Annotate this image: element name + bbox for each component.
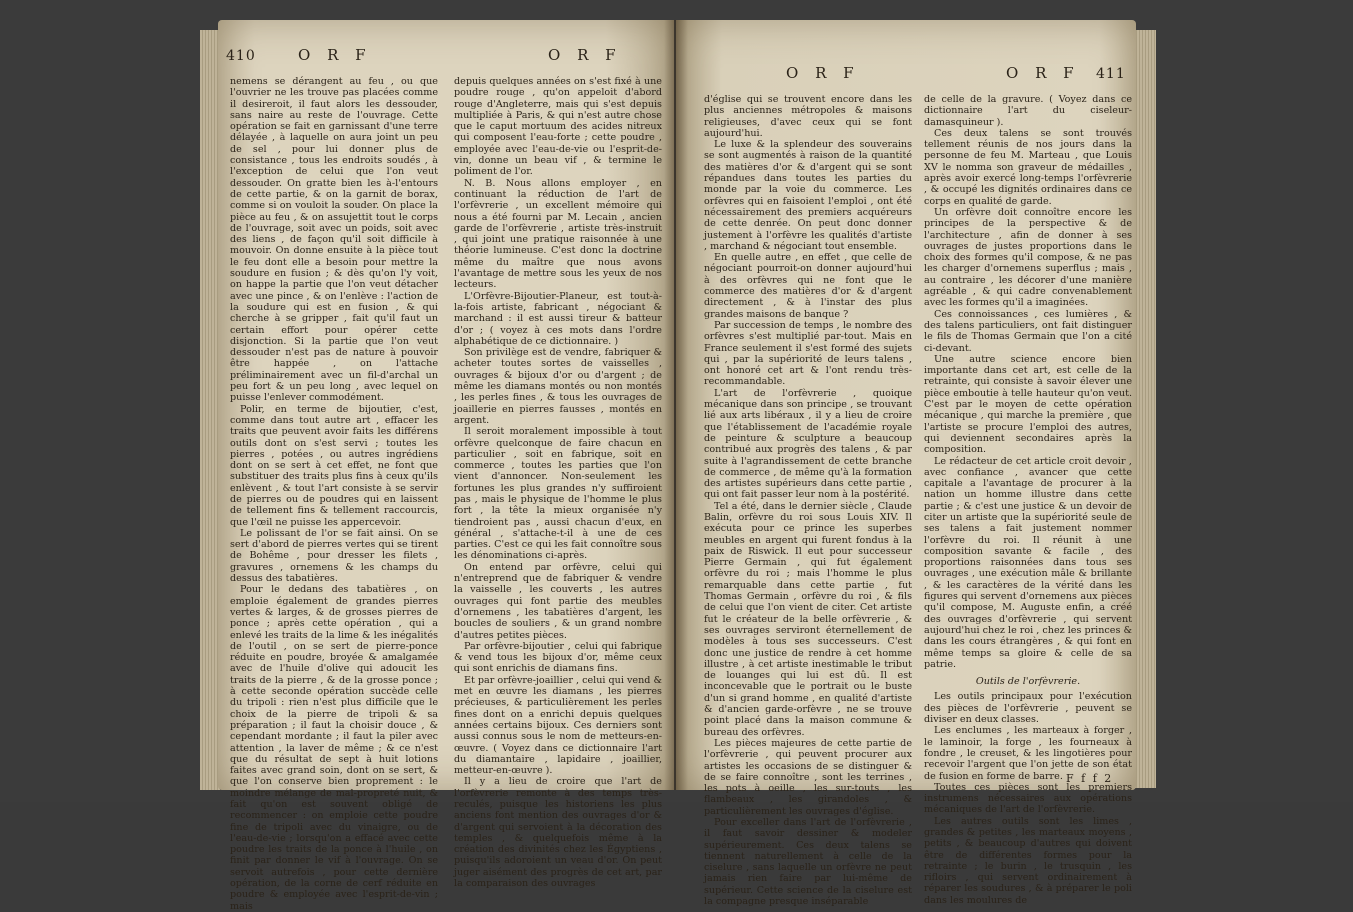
paragraph: Par orfèvre-bijoutier , celui qui fabrique & vend tous les bijoux d'or, même ceux qui sont enrichis de diamans fins. bbox=[454, 640, 662, 675]
paragraph: Les outils principaux pour l'exécution des pièces de l'orfèvrerie , peuvent se diviser en deux classes. bbox=[924, 691, 1132, 726]
paragraph: Un orfèvre doit connoître encore les principes de la perspective & de l'architecture , afin de donner à ses ouvrages de justes proportions dans le choix des formes qu'il compose, & ne pas les charger d'ornemens superflus ; mais , au contraire , les décorer d'une manière agréable , & qui cadre convenablement avec les formes qu'il a imaginées. bbox=[924, 206, 1132, 309]
paragraph: L'art de l'orfèvrerie , quoique mécanique dans son principe , se trouvant lié aux arts libéraux , il y a lieu de croire que l'établissement de l'académie royale de peinture & sculpture a beaucoup contribué aux progrès des talens , & par suite à l'agrandissement de cette branche de commerce , de même qu'à la formation des artistes supérieurs dans cette partie , qui ont fait passer leur nom à la postérité. bbox=[704, 387, 912, 501]
paragraph: Ces connoissances , ces lumières , & des talens particuliers, ont fait distinguer le fils de Thomas Germain que l'on a cité ci-devant. bbox=[924, 308, 1132, 354]
paragraph: Le luxe & la splendeur des souverains se sont augmentés à raison de la quantité des matières d'or & d'argent qui se sont répandues dans toutes les parties du monde par la voie du commerce. Les orfèvres qui en faisoient l'emploi , ont été nécessairement des premiers acquéreurs de cette denrée. On peut donc donner justement à l'orfèvre les qualités d'artiste , marchand & négociant tout ensemble. bbox=[704, 139, 912, 252]
paragraph: Le polissant de l'or se fait ainsi. On se sert d'abord de pierres vertes qui se tirent de Bohême , pour dresser les filets , gravures , ornemens & les champs du dessus des tabatières. bbox=[230, 527, 438, 585]
left-column-2 bbox=[454, 76, 662, 889]
left-page-edge bbox=[200, 30, 220, 790]
paragraph: N. B. Nous allons employer , en continuant la réduction de l'art de l'orfèvrerie , un excellent mémoire qui nous a été fourni par M. Lecain , ancien garde de l'orfèvrerie , artiste très-instruit , qui joint une pratique raisonnée à une théorie lumineuse. C'est donc la doctrine même du maître que nous avons l'avantage de mettre sous les yeux de nos lecteurs. bbox=[454, 177, 662, 291]
right-column-1 bbox=[704, 94, 912, 907]
paragraph: Et par orfèvre-joaillier , celui qui vend & met en œuvre les diamans , les pierres précieuses, & particulièrement les perles fines dont on a enrichi depuis quelques années certains bijoux. Ces derniers sont aussi connus sous le nom de metteurs-en-œuvre. ( Voyez dans ce dictionnaire l'art du diamantaire , lapidaire , joaillier, metteur-en-œuvre ). bbox=[454, 674, 662, 777]
left-page-header bbox=[218, 48, 674, 70]
paragraph: Une autre science encore bien importante dans cet art, est celle de la retrainte, qui consiste à savoir élever une pièce emboutie à telle hauteur qu'on veut. C'est par le moyen de cette opération mécanique , qui marche la première , que l'artiste se procure l'emploi des autres, qui deviennent secondaires après la composition. bbox=[924, 353, 1132, 456]
right-running-head-2: O R F bbox=[1006, 64, 1080, 82]
paragraph: Il seroit moralement impossible à tout orfèvre quelconque de faire chacun en particulier , soit en fabrique, soit en commerce , toutes les parties que l'on vient d'annoncer. Non-seulement les fortunes les plus grandes n'y suffiroient pas , mais le physique de l'homme le plus fort , la tête la mieux organisée n'y tiendroient pas , aussi chacun d'eux, en général , s'attache-t-il à une de ces parties. C'est ce qui les fait connoître sous les dénominations ci-après. bbox=[454, 426, 662, 562]
right-page-header bbox=[676, 48, 1136, 82]
right-page-number: 411 bbox=[1096, 66, 1126, 82]
signature-mark: F f f 2 bbox=[1066, 772, 1114, 785]
paragraph: Les autres outils sont les limes , grandes & petites , les marteaux moyens , petits , & beaucoup d'autres qui doivent être de différentes formes pour la retrainte ; le burin , le trusquin , les rifloirs , qui servent ordinairement à réparer les soudures , & à préparer le poli dans les moulures de bbox=[924, 815, 1132, 906]
paragraph: En quelle autre , en effet , que celle de négociant pourroit-on donner aujourd'hui à des orfèvres qui ne font que le commerce des matières d'or & d'argent directement , & à l'instar des plus grandes maisons de banque ? bbox=[704, 252, 912, 320]
paragraph: Les pièces majeures de cette partie de l'orfèvrerie , qui peuvent procurer aux artistes les occasions de se distinguer & de se faire connoître , sont les terrines , les pots à oeille , les sur-touts , les flambeaux , les girandoles , & particulièrement les ouvrages d'église. bbox=[704, 737, 912, 817]
paragraph: Tel a été, dans le dernier siècle , Claude Balin, orfèvre du roi sous Louis XIV. Il exécuta pour ce prince les superbes meubles en argent qui furent fondus à la paix de Riswick. Il eut pour successeur Pierre Germain , qui fut également orfèvre du roi ; mais l'homme le plus remarquable dans cette partie , fut Thomas Germain , orfèvre du roi , & fils de celui que l'on vient de citer. Cet artiste fut le créateur de la belle orfèvrerie , & ses ouvrages serviront éternellement de modèles à tous ses successeurs. C'est donc une justice de rendre à cet homme illustre , à cet artiste inestimable le tribut de louanges qui lui est dû. Il est inconcevable que le portrait ou le buste d'un si grand homme , en qualité d'artiste & d'ancien garde-orfèvre , ne se trouve point placé dans la maison commune & bureau des orfèvres. bbox=[704, 500, 912, 738]
left-page bbox=[218, 20, 674, 912]
paragraph: Pour exceller dans l'art de l'orfèvrerie , il faut savoir dessiner & modeler supérieurement. Ces deux talens se tiennent naturellement à celle de la ciselure , sans laquelle un orfèvre ne peut jamais rien faire par lui-même de supérieur. Cette science de la ciselure est la compagne presque inséparable bbox=[704, 817, 912, 908]
left-page-number: 410 bbox=[226, 48, 256, 64]
paragraph: Son privilège est de vendre, fabriquer & acheter toutes sortes de vaisselles , ouvrages & bijoux d'or ou d'argent ; de même les diamans montés ou non montés , les perles fines , & tous les ouvrages de joaillerie en pierres fausses , montés en argent. bbox=[454, 347, 662, 426]
left-column-1 bbox=[230, 76, 438, 912]
paragraph: d'église qui se trouvent encore dans les plus anciennes métropoles & maisons religieuses, d'avec ceux qui se font aujourd'hui. bbox=[704, 94, 912, 139]
paragraph: Il y a lieu de croire que l'art de l'orfèvrerie remonte à des temps très-reculés, puisque les historiens les plus anciens font mention des ouvrages d'or & d'argent qui servoient à la décoration des temples , & quelquefois même à la création des divinités chez les Égyptiens , puisqu'ils adoroient un veau d'or. On peut juger aisément des progrès de cet art, par la comparaison des ouvrages bbox=[454, 776, 662, 890]
left-running-head-2: O R F bbox=[548, 46, 622, 64]
paragraph: Les enclumes , les marteaux à forger , le laminoir, la forge , les fourneaux à fondre , le creuset, & les lingotières pour recevoir l'argent que l'on jette de son état de fusion en forme de barre. bbox=[924, 725, 1132, 782]
paragraph: Toutes ces pièces sont les premiers instrumens nécessaires aux opérations mécaniques de l'art de l'orfèvrerie. bbox=[924, 781, 1132, 816]
paragraph: On entend par orfèvre, celui qui n'entreprend que de fabriquer & vendre la vaisselle , les couverts , les autres ouvrages qui font partie des meubles d'ornemens , les tabatières d'argent, les boucles de souliers , & un grand nombre d'autres petites pièces. bbox=[454, 561, 662, 641]
left-running-head-1: O R F bbox=[298, 46, 372, 64]
paragraph: nemens se dérangent au feu , ou que l'ouvrier ne les trouve pas placées comme il desireroit, il faut alors les dessouder, sans naire au reste de l'ouvrage. Cette opération se fait en garnissant d'une terre délayée , à laquelle on aura joint un peu de sel , pour lui donner plus de consistance , tous les endroits soudés , à l'exception de celui que l'on veut dessouder. On gratte bien les à-l'entours de cette partie, & on la garnit de borax, comme si on vouloit la souder. On place la pièce au feu , & on assujettit tout le corps de l'ouvrage, soit avec un poids, soit avec des liens , de façon qu'il soit difficile à mouvoir. On donne ensuite à la pièce tout le feu dont elle a besoin pour mettre la soudure en fusion ; & dès qu'on l'y voit, on happe la partie que l'on veut détacher avec une pince , & on l'enlève : l'action de la soudure qui est en fusion , & qui cherche à se gripper , fait qu'il faut un certain effort pour opérer cette disjonction. Si la partie que l'on veut dessouder n'est pas de nature à pouvoir être happée , on l'attache préliminairement avec un fil-d'archal un peu fort & un peu long , avec lequel on puisse l'enlever commodément. bbox=[230, 76, 438, 404]
right-running-head-1: O R F bbox=[786, 64, 860, 82]
paragraph: de celle de la gravure. ( Voyez dans ce dictionnaire l'art du ciseleur-damasquineur ). bbox=[924, 94, 1132, 128]
right-page bbox=[676, 20, 1136, 908]
section-title: Outils de l'orfèvrerie. bbox=[975, 676, 1081, 688]
paragraph: Pour le dedans des tabatières , on emploie également de grandes pierres vertes & larges, & de grosses pierres de ponce ; après cette opération , qui a enlevé les traits de la lime & les inégalités de l'outil , on se sert de pierre-ponce réduite en poudre, broyée & amalgamée avec de l'huile d'olive qui adoucit les traits de la pierre , & de la grosse ponce ; à cette seconde opération succède celle du tripoli : rien n'est plus difficile que le choix de la pierre de tripoli & sa préparation ; il faut la choisir douce , & cependant mordante ; il faut la piler avec attention , la laver de même ; & ce n'est que du résultat de sept à huit lotions faites avec grand soin, dont on se sert, & que l'on conserve bien proprement : le moindre mélange de mal-propreté nuit, & fait qu'on est souvent obligé de recommencer : on emploie cette poudre fine de tripoli avec du vinaigre, ou de l'eau-de-vie ; lorsqu'on a effacé avec cette poudre les traits de la ponce à l'huile , on finit par donner le vif à l'ouvrage. On se servoit autrefois , pour cette dernière opération, de la corne de cerf réduite en poudre & employée avec l'esprit-de-vin ; mais bbox=[230, 584, 438, 912]
book-gutter bbox=[664, 20, 688, 790]
paragraph: L'Orfèvre-Bijoutier-Planeur, est tout-à-la-fois artiste, fabricant , négociant & marchand : il est aussi tireur & batteur d'or ; ( voyez à ces mots dans l'ordre alphabétique de ce dictionnaire. ) bbox=[454, 290, 662, 347]
paragraph: Polir, en terme de bijoutier, c'est, comme dans tout autre art , effacer les traits que peuvent avoir faits les différens outils dont on s'est servi ; toutes les pierres , potées , ou autres ingrédiens dont on se sert à cet effet, ne font que substituer des traits plus fins à ceux qu'ils enlèvent , & tout l'art consiste à se servir de pierres ou de poudres qui en laissent de tellement fins & tellement raccourcis, que l'œil ne puisse les appercevoir. bbox=[230, 403, 438, 528]
paragraph: Par succession de temps , le nombre des orfèvres s'est multiplié par-tout. Mais en France seulement il s'est formé des sujets qui , par la supériorité de leurs talens , ont honoré cet art & l'ont rendu très-recommandable. bbox=[704, 319, 912, 388]
paragraph: Le rédacteur de cet article croit devoir , avec confiance , avancer que cette capitale a l'avantage de procurer à la nation un homme illustre dans cette partie ; & c'est une justice & un devoir de citer un artiste que la supériorité seule de ses talens a fait justement nommer l'orfèvre du roi. Il réunit à une composition savante & facile , des proportions raisonnées dans tous ses ouvrages , une exécution mâle & brillante , & les caractères de la vérité dans les figures qui servent d'ornemens aux pièces qu'il compose, M. Auguste enfin, a créé des ouvrages d'orfèvrerie , qui servent aujourd'hui chez le roi , chez les princes & dans les cours étrangères , & qui font en même temps sa gloire & celle de sa patrie. bbox=[924, 455, 1132, 670]
paragraph: depuis quelques années on s'est fixé à une poudre rouge , qu'on appeloit d'abord rouge d'Angleterre, mais qui s'est depuis multipliée à Paris, & qui n'est autre chose que le caput mortuum des acides nitreux qui composent l'eau-forte ; cette poudre , employée avec l'eau-de-vie ou l'esprit-de-vin, donne un beau vif , & termine le poliment de l'or. bbox=[454, 76, 662, 178]
paragraph: Ces deux talens se sont trouvés tellement réunis de nos jours dans la personne de feu M. Marteau , que Louis XV le nomma son graveur de médailles , après avoir exercé long-temps l'orfèvrerie , & occupé les dignités ordinaires dans ce corps en qualité de garde. bbox=[924, 127, 1132, 207]
right-page-edge bbox=[1134, 30, 1156, 788]
